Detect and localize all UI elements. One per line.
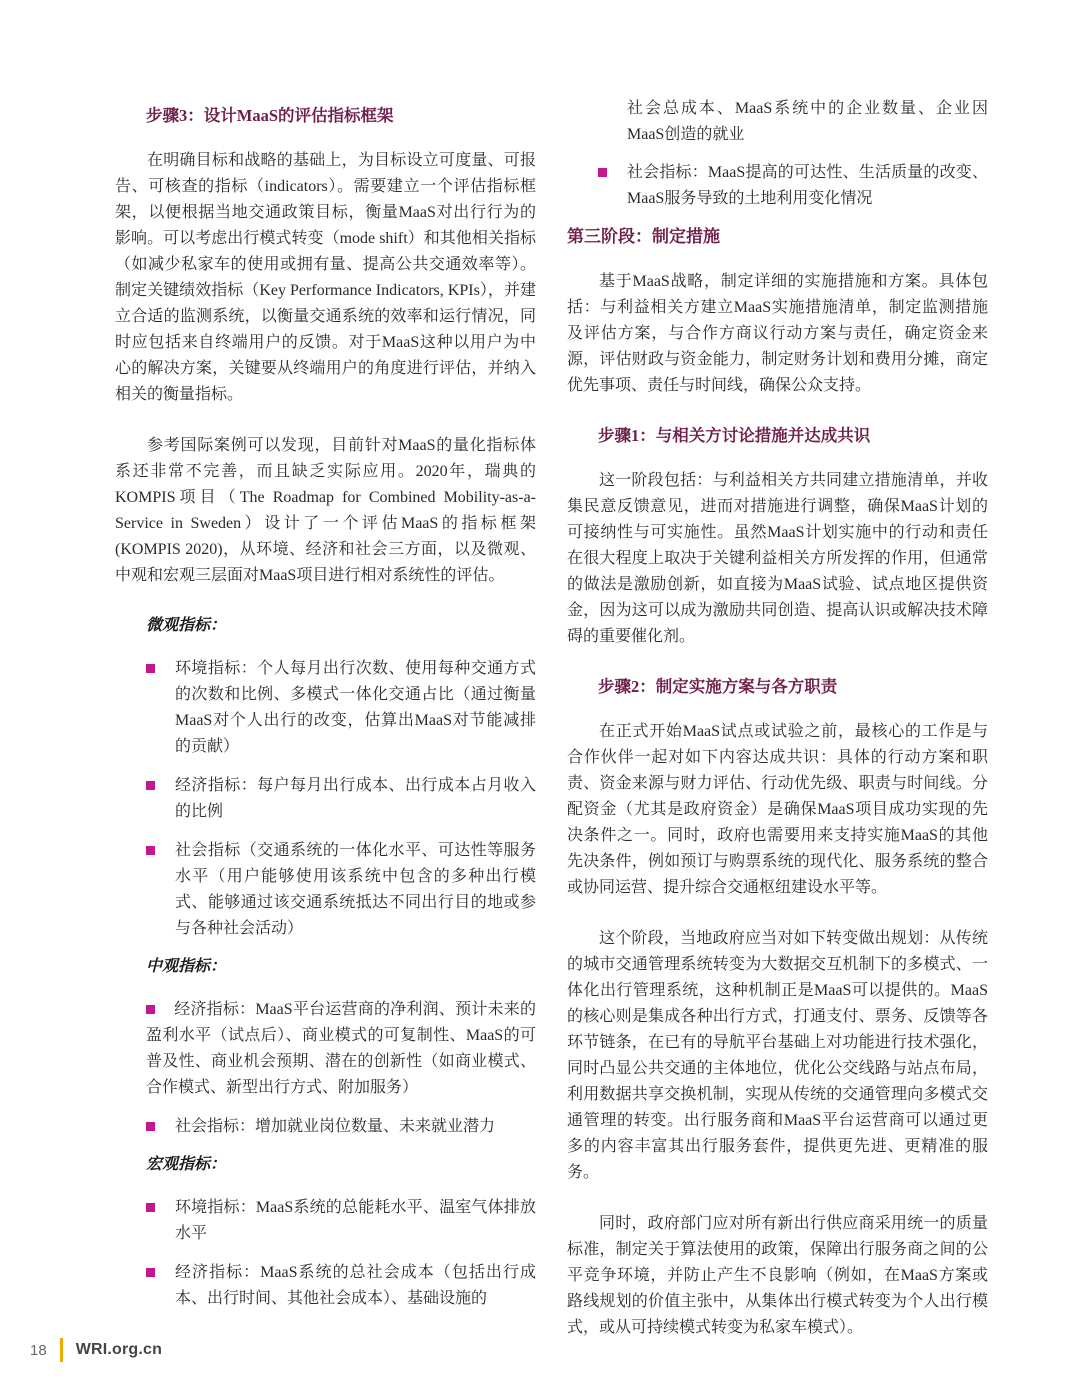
bullet-square-icon: [598, 168, 607, 177]
phase3-heading: 第三阶段：制定措施: [567, 227, 720, 246]
left-column: [115, 96, 536, 1366]
bullet-text: 经济指标：MaaS系统的总社会成本（包括出行成本、出行时间、其他社会成本）、基础设施的: [175, 1264, 536, 1307]
bullet-item: [567, 160, 988, 212]
macro-indicators-heading: 宏观指标：: [146, 1156, 227, 1173]
paragraph: 这一阶段包括：与利益相关方共同建立措施清单，并收集民意反馈意见，进而对措施进行调整，确保MaaS计划的可接纳性与可实施性。虽然MaaS计划实施中的行动和责任在很大程度上取决于关键利益相关方所发挥的作用，但通常的做法是激励创新，如直接为MaaS试验、试点地区提供资金，因为这可以成为激励共同创造、提高认识或解决技术障碍的重要催化剂。: [567, 472, 988, 645]
bullet-text: 社会指标：MaaS提高的可达性、生活质量的改变、MaaS服务导致的土地利用变化情况: [627, 164, 988, 207]
bullet-text: 环境指标：MaaS系统的总能耗水平、温室气体排放水平: [175, 1199, 536, 1242]
paragraph: 同时，政府部门应对所有新出行供应商采用统一的质量标准，制定关于算法使用的政策，保障出行服务商之间的公平竞争环境，并防止产生不良影响（例如，在MaaS方案或路线规划的价值主张中，从集体出行模式转变为个人出行模式，或从可持续模式转变为私家车模式）。: [567, 1215, 988, 1336]
bullet-item: [115, 1195, 536, 1247]
micro-indicators-heading: 微观指标：: [146, 617, 227, 634]
bullet-item: [115, 838, 536, 942]
bullet-text: 经济指标：每户每月出行成本、出行成本占月收入的比例: [175, 777, 536, 820]
paragraph: 这个阶段，当地政府应当对如下转变做出规划：从传统的城市交通管理系统转变为大数据交互机制下的多模式、一体化出行管理系统，这种机制正是MaaS可以提供的。MaaS的核心则是集成各种出行方式，打通支付、票务、反馈等各环节链条，在已有的导航平台基础上对功能进行技术强化，同时凸显公共交通的主体地位，优化公交线路与站点布局，利用数据共享交换机制，实现从传统的交通管理向多模式交通管理的转变。出行服务商和MaaS平台运营商可以通过更多的内容丰富其出行服务套件，提供更先进、更精准的服务。: [567, 930, 988, 1181]
bullet-square-icon: [146, 1268, 155, 1277]
two-column-layout: [115, 96, 989, 1366]
right-column: [567, 96, 988, 1366]
step3-heading: 步骤3：设计MaaS的评估指标框架: [146, 106, 394, 125]
bullet-text: 环境指标：个人每月出行次数、使用每种交通方式的次数和比例、多模式一体化交通占比（通过衡量MaaS对个人出行的改变，估算出MaaS对节能减排的贡献）: [175, 660, 536, 755]
bullet-item: [115, 1114, 536, 1140]
bullet-text: 社会指标（交通系统的一体化水平、可达性等服务水平（用户能够使用该系统中包含的多种出行模式、能够通过该交通系统抵达不同出行目的地或参与各种社会活动）: [175, 842, 536, 937]
bullet-square-icon: [146, 664, 155, 673]
bullet-square-icon: [146, 1203, 155, 1212]
bullet-square-icon: [146, 781, 155, 790]
step2-heading: 步骤2：制定实施方案与各方职责: [598, 677, 838, 696]
paragraph: 在正式开始MaaS试点或试验之前，最核心的工作是与合作伙伴一起对如下内容达成共识：具体的行动方案和职责、资金来源与财力评估、行动优先级、职责与时间线。分配资金（尤其是政府资金）是确保MaaS项目成功实现的先决条件之一。同时，政府也需要用来支持实施MaaS的其他先决条件，例如预订与购票系统的现代化、服务系统的整合或协同运营、提升综合交通枢纽建设水平等。: [567, 723, 988, 896]
bullet-item: [115, 1260, 536, 1312]
page-footer: [30, 1338, 162, 1362]
footer-divider: [60, 1338, 63, 1362]
paragraph: 在明确目标和战略的基础上，为目标设立可度量、可报告、可核查的指标（indicators）。需要建立一个评估指标框架，以便根据当地交通政策目标，衡量MaaS对出行行为的影响。可以考虑出行模式转变（mode shift）和其他相关指标（如减少私家车的使用或拥有量、提高公共交通效率等）。制定关键绩效指标（Key Performance Indicators, KPIs），并建立合适的监测系统，以衡量交通系统的效率和运行情况，同时应包括来自终端用户的反馈。对于MaaS这种以用户为中心的解决方案，关键要从终端用户的角度进行评估，并纳入相关的衡量指标。: [115, 152, 536, 403]
bullet-square-icon: [146, 1005, 155, 1014]
bullet-text: 经济指标：MaaS平台运营商的净利润、预计未来的盈利水平（试点后）、商业模式的可复制性、MaaS的可普及性、商业机会预期、潜在的创新性（如商业模式、合作模式、新型出行方式、附加服务）: [146, 1001, 536, 1096]
paragraph: 基于MaaS战略，制定详细的实施措施和方案。具体包括：与利益相关方建立MaaS实施措施清单，制定监测措施及评估方案，与合作方商议行动方案与责任，确定资金来源，评估财政与资金能力，制定财务计划和费用分摊，商定优先事项、责任与时间线，确保公众支持。: [567, 273, 988, 394]
bullet-text: 社会指标：增加就业岗位数量、未来就业潜力: [175, 1118, 496, 1135]
bullet-square-icon: [146, 1122, 155, 1131]
meso-indicators-heading: 中观指标：: [146, 958, 227, 975]
bullet-item: [115, 773, 536, 825]
paragraph: 参考国际案例可以发现，目前针对MaaS的量化指标体系还非常不完善，而且缺乏实际应用。2020年，瑞典的KOMPIS项目（The Roadmap for Combined Mobility-as-a-Service in Sweden）设计了一个评估MaaS的指标框架 (KOMPIS 2020)，从环境、经济和社会三方面，以及微观、中观和宏观三层面对MaaS项目进行相对系统性的评估。: [115, 437, 536, 584]
footer-brand: WRI.org.cn: [75, 1341, 163, 1358]
page-number: 18: [30, 1341, 47, 1359]
bullet-square-icon: [146, 846, 155, 855]
bullet-continuation-text: 社会总成本、MaaS系统中的企业数量、企业因MaaS创造的就业: [627, 100, 988, 143]
bullet-item: [115, 997, 536, 1101]
step1-heading: 步骤1：与相关方讨论措施并达成共识: [598, 426, 871, 445]
bullet-item: [115, 656, 536, 760]
